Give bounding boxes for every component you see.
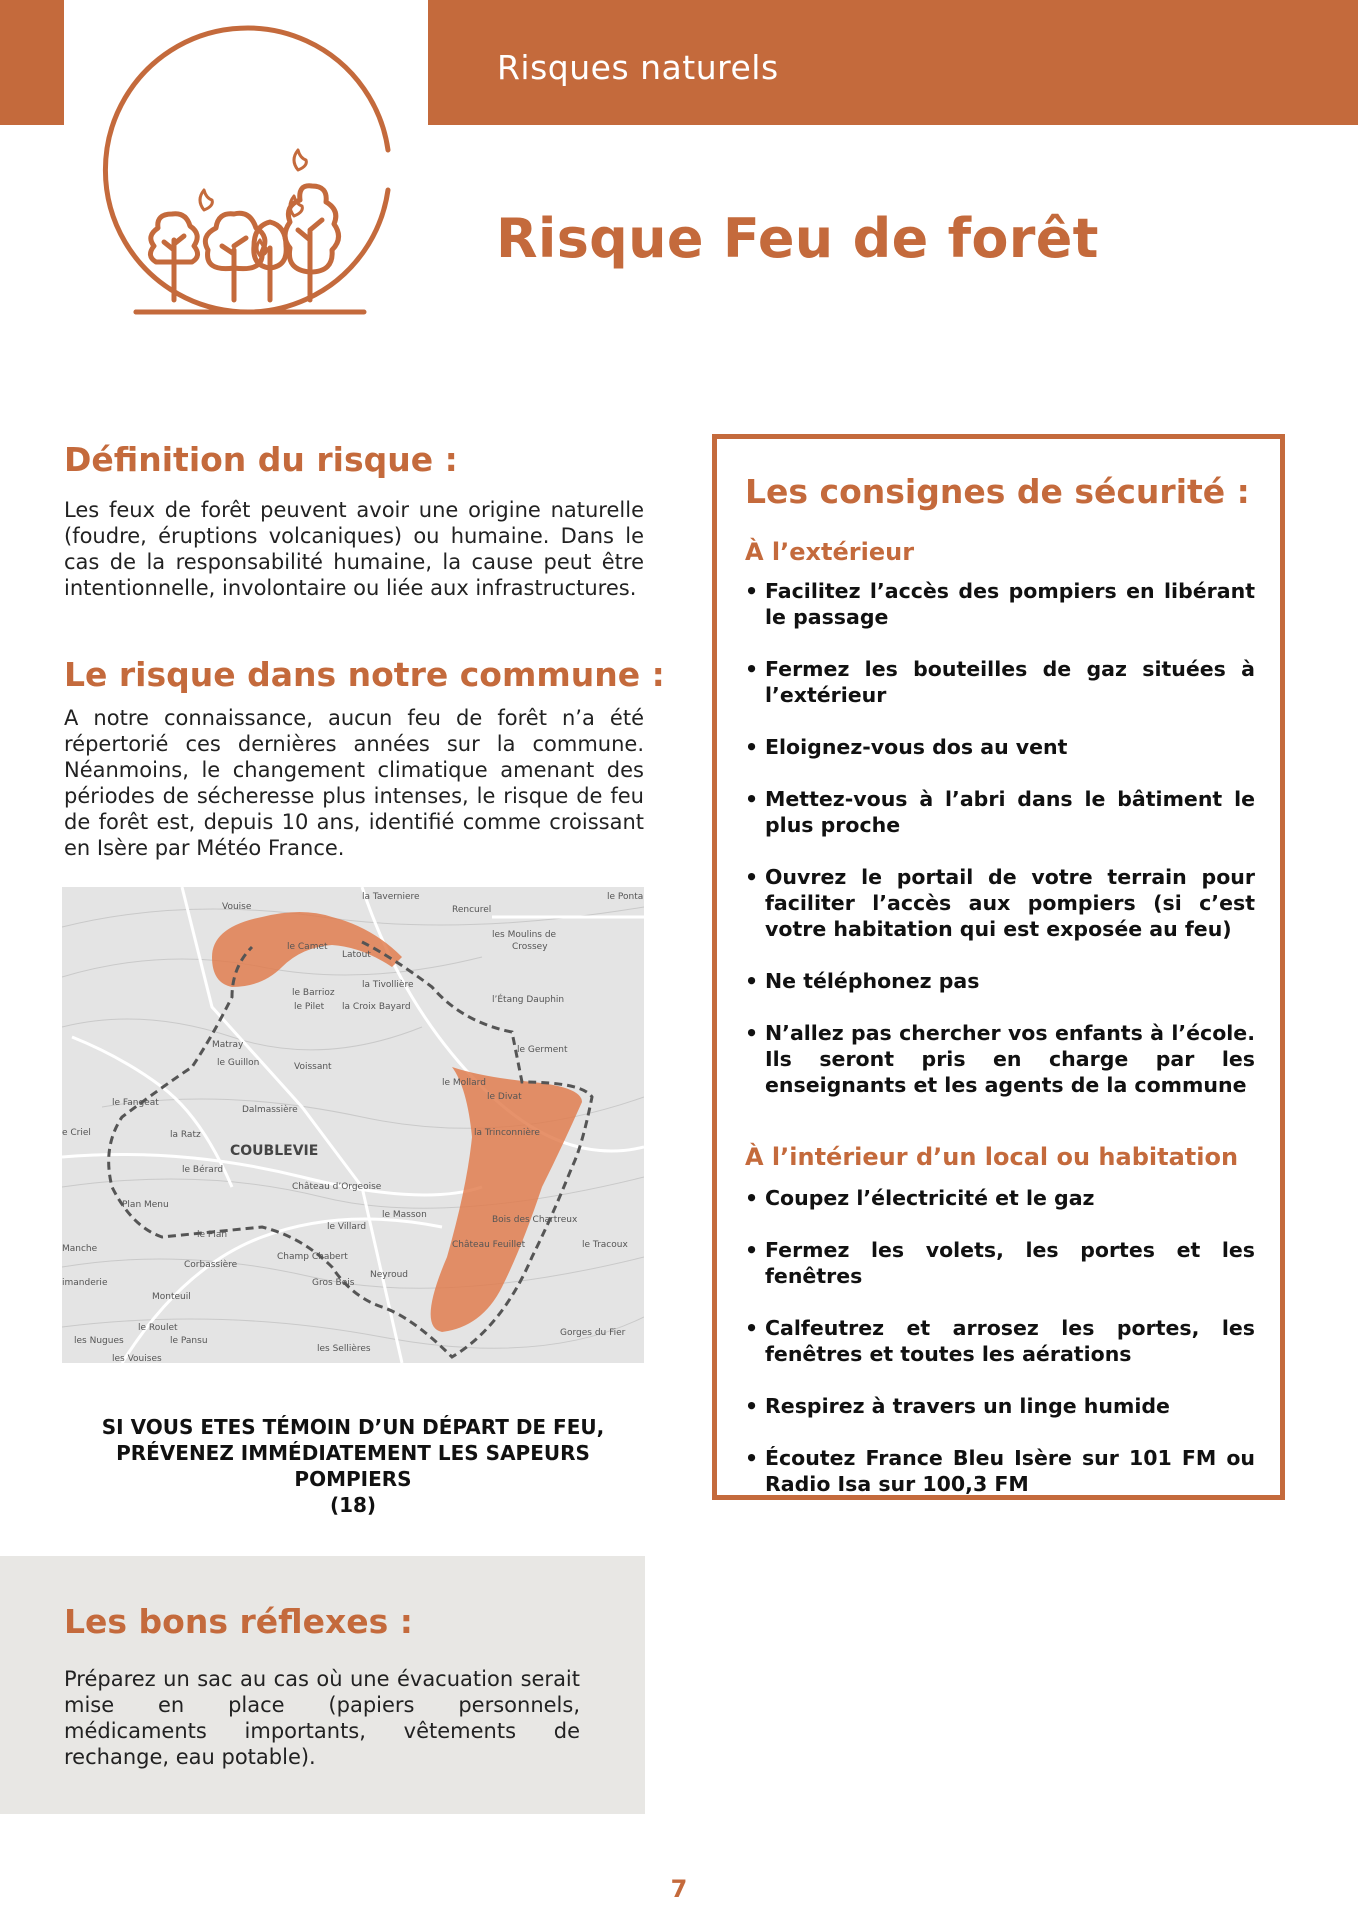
forest-fire-icon <box>64 0 428 402</box>
list-item: • Fermez les bouteilles de gaz situées à l’extérieur <box>745 656 1255 708</box>
interior-heading: À l’intérieur d’un local ou habitation <box>745 1143 1239 1171</box>
svg-text:les Vouises: les Vouises <box>112 1354 162 1363</box>
svg-text:le Pansu: le Pansu <box>170 1336 208 1346</box>
reflexes-heading: Les bons réflexes : <box>64 1602 413 1641</box>
list-item: • Coupez l’électricité et le gaz <box>745 1185 1255 1211</box>
map-town-label: COUBLEVIE <box>230 1143 319 1159</box>
reflexes-text: Préparez un sac au cas où une évacuation serait mise en place (papiers personnels, médicaments importants, vêtements de rechange, eau potable). <box>64 1667 580 1769</box>
svg-text:le Villard: le Villard <box>327 1222 367 1232</box>
interior-list <box>745 1185 1255 1523</box>
svg-text:le Barrioz: le Barrioz <box>292 988 335 998</box>
svg-text:Vouise: Vouise <box>222 902 252 912</box>
svg-text:le Fangeat: le Fangeat <box>112 1098 159 1108</box>
alert-line-1: SI VOUS ETES TÉMOIN D’UN DÉPART DE FEU, <box>101 1415 605 1439</box>
list-item: • Ouvrez le portail de votre terrain pour faciliter l’accès aux pompiers (si c’est votre habitation qui est exposée au feu) <box>745 864 1255 942</box>
svg-text:Voissant: Voissant <box>294 1062 332 1072</box>
alert-line-3: (18) <box>329 1493 377 1517</box>
alert-line-2: PRÉVENEZ IMMÉDIATEMENT LES SAPEURS POMPIERS <box>116 1441 590 1491</box>
svg-text:le Pilet: le Pilet <box>294 1002 325 1012</box>
svg-text:Neyroud: Neyroud <box>370 1270 409 1280</box>
svg-text:le Guillon: le Guillon <box>217 1058 260 1068</box>
svg-text:le Plan: le Plan <box>197 1230 228 1240</box>
svg-text:l’Étang Dauphin: l’Étang Dauphin <box>492 995 565 1005</box>
svg-text:Plan Menu: Plan Menu <box>122 1200 169 1210</box>
list-item: • Ne téléphonez pas <box>745 968 1255 994</box>
list-item: • N’allez pas chercher vos enfants à l’école. Ils seront pris en charge par les enseignants et les agents de la commune <box>745 1020 1255 1098</box>
exterior-heading: À l’extérieur <box>745 538 915 566</box>
svg-text:Château d’Orgeoise: Château d’Orgeoise <box>292 1182 382 1192</box>
safety-heading: Les consignes de sécurité : <box>745 472 1250 511</box>
svg-text:les Nugues: les Nugues <box>74 1336 124 1346</box>
list-item: • Mettez-vous à l’abri dans le bâtiment le plus proche <box>745 786 1255 838</box>
risk-map <box>62 887 644 1363</box>
svg-text:e Criel: e Criel <box>62 1128 91 1138</box>
svg-text:Gorges du Fier: Gorges du Fier <box>560 1328 626 1338</box>
alert-message <box>62 1414 644 1518</box>
svg-text:Matray: Matray <box>212 1040 244 1050</box>
svg-text:Château Feuillet: Château Feuillet <box>452 1240 526 1250</box>
page-title: Risque Feu de forêt <box>496 207 1099 270</box>
svg-text:Rencurel: Rencurel <box>452 905 492 915</box>
svg-text:le Ponta: le Ponta <box>607 892 644 902</box>
svg-text:le Bérard: le Bérard <box>182 1165 224 1175</box>
page-number: 7 <box>670 1875 688 1903</box>
svg-text:Monteuil: Monteuil <box>152 1292 191 1302</box>
list-item: • Eloignez-vous dos au vent <box>745 734 1255 760</box>
svg-text:Manche: Manche <box>62 1244 98 1254</box>
svg-text:le Tracoux: le Tracoux <box>582 1240 628 1250</box>
svg-text:la Trinconnière: la Trinconnière <box>474 1128 540 1138</box>
list-item: • Facilitez l’accès des pompiers en libérant le passage <box>745 578 1255 630</box>
svg-text:la Ratz: la Ratz <box>170 1130 201 1140</box>
svg-text:le Germent: le Germent <box>517 1045 568 1055</box>
svg-text:la Croix Bayard: la Croix Bayard <box>342 1002 411 1012</box>
svg-text:le Mollard: le Mollard <box>442 1078 486 1088</box>
svg-text:le Camet: le Camet <box>287 942 328 952</box>
commune-heading: Le risque dans notre commune : <box>64 655 665 694</box>
section-title: Risques naturels <box>497 48 779 87</box>
definition-text: Les feux de forêt peuvent avoir une origine naturelle (foudre, éruptions volcaniques) ou humaine. Dans le cas de la responsabilité humaine, la cause peut être intentionnelle, involontaire ou liée aux infrastructures. <box>64 498 644 600</box>
svg-text:Bois des Chartreux: Bois des Chartreux <box>492 1215 578 1225</box>
svg-text:Gros Bois: Gros Bois <box>312 1278 355 1288</box>
svg-text:Corbassière: Corbassière <box>184 1260 238 1270</box>
svg-text:la Tivollière: la Tivollière <box>362 980 414 990</box>
svg-text:la Taverniere: la Taverniere <box>362 892 420 902</box>
list-item: • Calfeutrez et arrosez les portes, les fenêtres et toutes les aérations <box>745 1315 1255 1367</box>
definition-heading: Définition du risque : <box>64 440 458 479</box>
commune-text: A notre connaissance, aucun feu de forêt n’a été répertorié ces dernières années sur la commune. Néanmoins, le changement climatique amenant des périodes de sécheresse plus intenses, le risque de feu de forêt est, depuis 10 ans, identifié comme croissant en Isère par Météo France. <box>64 706 644 860</box>
svg-text:imanderie: imanderie <box>62 1278 108 1288</box>
svg-text:le Masson: le Masson <box>382 1210 427 1220</box>
svg-text:Dalmassière: Dalmassière <box>242 1105 298 1115</box>
list-item: • Écoutez France Bleu Isère sur 101 FM ou Radio Isa sur 100,3 FM <box>745 1445 1255 1497</box>
list-item: • Fermez les volets, les portes et les fenêtres <box>745 1237 1255 1289</box>
svg-text:Champ Chabert: Champ Chabert <box>277 1252 348 1262</box>
svg-text:le Divat: le Divat <box>487 1092 522 1102</box>
svg-text:les Moulins de: les Moulins de <box>492 930 557 940</box>
list-item: • Respirez à travers un linge humide <box>745 1393 1255 1419</box>
icon-badge <box>64 0 428 402</box>
svg-text:le Roulet: le Roulet <box>138 1323 178 1333</box>
svg-text:les Sellières: les Sellières <box>317 1344 371 1354</box>
svg-text:Crossey: Crossey <box>512 942 548 952</box>
svg-text:Latout: Latout <box>342 950 371 960</box>
exterior-list <box>745 578 1255 1124</box>
